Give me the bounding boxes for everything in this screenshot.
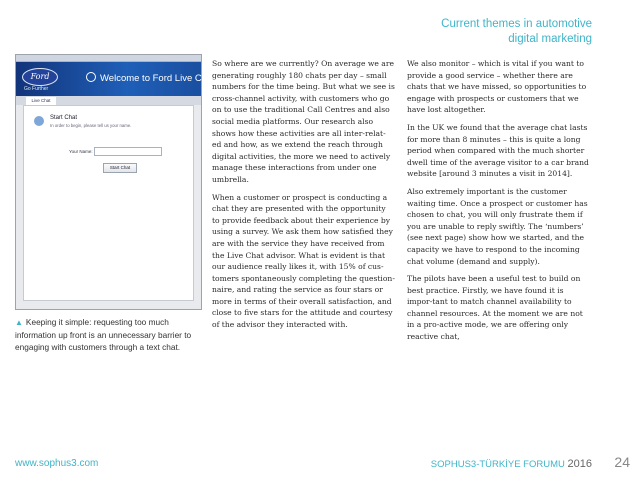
footer-website-link[interactable]: www.sophus3.com bbox=[15, 458, 99, 469]
paragraph: So where are we currently? On average we are generating roughly 180 chats per day – small numbers for the time being. But what we see is cross-channel activity, with customers who go on to use the traditional Call Centres and also social media platforms. Our research also shows how these activities are all inter-relat-ed and how, as we extend the reach through digital activities, the more we need to actively manage these interactions from under one umbrella. bbox=[212, 59, 395, 184]
start-chat-button: Start Chat bbox=[103, 163, 137, 173]
name-field-label: Your Name: bbox=[69, 149, 93, 154]
welcome-text: Welcome to Ford Live Chat bbox=[100, 73, 215, 84]
chat-banner bbox=[16, 62, 215, 96]
header-title-line1: Current themes in automotive bbox=[441, 18, 592, 30]
browser-titlebar bbox=[16, 55, 201, 62]
footer-year: 2016 bbox=[567, 458, 592, 470]
figure-caption bbox=[15, 316, 202, 353]
running-header bbox=[332, 17, 592, 47]
footer-brand bbox=[431, 458, 592, 470]
header-title-line2: digital marketing bbox=[508, 33, 592, 45]
chat-bubble-icon bbox=[86, 72, 96, 82]
name-field bbox=[94, 147, 162, 156]
user-icon bbox=[34, 116, 44, 126]
chat-tab-bar bbox=[16, 96, 201, 105]
tab-live-chat: Live Chat bbox=[26, 97, 56, 105]
triangle-up-icon: ▲ bbox=[15, 318, 23, 327]
text-column-1 bbox=[212, 58, 395, 337]
start-chat-instructions: In order to begin, please tell us your name. bbox=[50, 123, 132, 128]
page-number: 24 bbox=[614, 454, 630, 470]
text-column-2 bbox=[407, 58, 590, 349]
caption-text: Keeping it simple: requesting too much information up front is an unnecessary barrier to engaging with customers through a text chat. bbox=[15, 317, 192, 352]
start-chat-panel bbox=[23, 105, 194, 301]
footer-brand-name: SOPHUS3-TÜRKİYE FORUMU bbox=[430, 459, 565, 470]
ford-tagline: Go Further bbox=[24, 86, 49, 92]
welcome-banner-text bbox=[86, 72, 215, 84]
ford-logo: Ford bbox=[22, 68, 58, 86]
paragraph: Also extremely important is the customer waiting time. Once a prospect or customer has chosen to chat, you will only frustrate them if you are unable to reply swiftly. The ‘numbers’ (see next page) show how we started, and the capacity we have to respond to the incoming chat volume (demand and supply). bbox=[407, 186, 588, 266]
paragraph: We also monitor – which is vital if you want to provide a good service – whether there are chats that we have missed, so opportunities to engage with prospects or customers that we have lost altogether. bbox=[407, 59, 587, 115]
live-chat-screenshot bbox=[15, 54, 215, 310]
paragraph: When a customer or prospect is conducting a chat they are presented with the opportunity to provide feedback about their experience by using a survey. We ask them how satisfied they are with the service they have received from the Live Chat advisor. What is evident is that our audience really likes it, with 15% of cus-tomers spontaneously completing the question-naire, and rating the service as four stars or more in terms of their overall satisfaction, and close to five stars for the attitude and courtesy of the advisor they interacted with. bbox=[212, 192, 395, 330]
paragraph: In the UK we found that the average chat lasts for more than 8 minutes – this is quite a long period when compared with the much shorter dwell time of the average visitor to a car brand website [around 3 minutes a visit in 2014]. bbox=[407, 122, 589, 179]
start-chat-heading: Start Chat bbox=[50, 115, 78, 121]
paragraph: The pilots have been a useful test to build on best practice. Firstly, we have found it is impor-tant to match channel availability to channel resources. At the moment we are not in a pro-active mode, we are offering only reactive chat, bbox=[407, 274, 583, 342]
